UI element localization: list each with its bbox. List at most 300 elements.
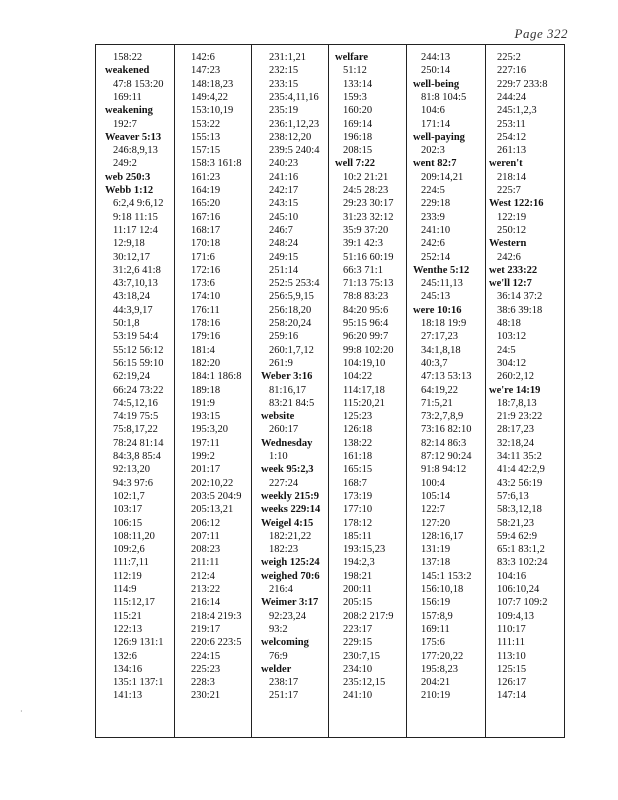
index-headword: Wenthe 5:12	[413, 264, 470, 276]
index-reference: 153:10,19	[191, 105, 234, 117]
index-reference: 53:19 54:4	[113, 331, 159, 343]
index-reference: 216:4	[269, 584, 293, 595]
index-reference: 96:20 99:7	[343, 331, 389, 343]
index-reference: 210:19	[421, 690, 451, 702]
index-reference: 133:14	[343, 78, 373, 90]
index-reference: 64:19,22	[421, 384, 459, 396]
index-reference: 30:12,17	[113, 251, 151, 263]
index-reference: 111:11	[497, 637, 525, 649]
index-reference: 100:4	[421, 477, 445, 489]
index-reference: 191:9	[191, 397, 215, 409]
index-headword: Weimer 3:17	[261, 597, 319, 609]
index-reference: 169:14	[343, 118, 373, 130]
index-headword: wet 233:22	[489, 264, 538, 276]
index-reference: 34:11 35:2	[497, 451, 542, 462]
index-reference: 244:24	[497, 91, 527, 103]
index-reference: 28:17,23	[497, 424, 535, 436]
index-reference: 175:6	[421, 637, 445, 649]
index-reference: 199:2	[191, 451, 215, 462]
index-reference: 203:5 204:9	[191, 490, 242, 502]
index-reference: 122:7	[421, 504, 445, 516]
index-reference: 6:2,4 9:6,12	[113, 198, 164, 210]
index-reference: 161:23	[191, 171, 221, 183]
index-reference: 229:18	[421, 198, 451, 210]
index-reference: 216:14	[191, 597, 221, 609]
index-reference: 74:5,12,16	[113, 397, 158, 409]
index-reference: 71:5,21	[421, 397, 453, 409]
index-reference: 229:15	[343, 637, 373, 649]
index-reference: 126:18	[343, 424, 373, 436]
index-reference: 51:12	[343, 65, 367, 77]
index-reference: 182:21,22	[269, 530, 312, 542]
index-reference: 251:17	[269, 690, 299, 702]
index-reference: 51:16 60:19	[343, 251, 394, 263]
index-reference: 103:17	[113, 504, 143, 516]
index-reference: 202:10,22	[191, 477, 234, 489]
index-reference: 83:21 84:5	[269, 397, 315, 409]
index-reference: 202:3	[421, 145, 445, 157]
index-reference: 94:3 97:6	[113, 477, 153, 489]
index-reference: 229:7 233:8	[497, 78, 548, 90]
column-divider	[328, 45, 329, 737]
index-reference: 111:7,11	[113, 557, 149, 569]
index-reference: 230:21	[191, 690, 221, 702]
index-reference: 241:16	[269, 171, 299, 183]
index-reference: 99:8 102:20	[343, 344, 394, 356]
index-reference: 41:4 42:2,9	[497, 464, 545, 476]
index-reference: 245:11,13	[421, 278, 463, 290]
index-reference: 138:22	[343, 437, 373, 449]
index-headword: we'll 12:7	[489, 278, 532, 290]
word-index-table	[95, 44, 565, 738]
index-reference: 81:8 104:5	[421, 91, 467, 103]
index-reference: 11:17 12:4	[113, 224, 158, 236]
index-reference: 184:1 186:8	[191, 371, 242, 383]
index-reference: 213:22	[191, 584, 221, 595]
index-reference: 122:19	[497, 211, 527, 223]
index-reference: 259:16	[269, 331, 299, 343]
index-reference: 256:18,20	[269, 304, 312, 316]
index-reference: 198:21	[343, 570, 373, 582]
index-reference: 245:1,2,3	[497, 105, 537, 117]
index-reference: 9:18 11:15	[113, 211, 158, 223]
index-reference: 10:2 21:21	[343, 171, 389, 183]
index-reference: 44:3,9,17	[113, 304, 153, 316]
index-reference: 193:15	[191, 411, 221, 423]
index-reference: 220:6 223:5	[191, 637, 242, 649]
index-reference: 126:9 131:1	[113, 637, 164, 649]
index-reference: 218:4 219:3	[191, 610, 242, 622]
index-reference: 208:23	[191, 544, 221, 556]
index-reference: 250:14	[421, 65, 451, 77]
index-reference: 256:5,9,15	[269, 291, 314, 303]
index-reference: 73:16 82:10	[421, 424, 472, 436]
index-reference: 176:11	[191, 304, 220, 316]
index-reference: 174:10	[191, 291, 221, 303]
index-reference: 242:6	[497, 251, 521, 263]
index-reference: 205:15	[343, 597, 373, 609]
index-reference: 224:5	[421, 185, 445, 196]
index-reference: 125:15	[497, 663, 527, 675]
index-reference: 47:8 153:20	[113, 78, 164, 90]
index-reference: 12:9,18	[113, 238, 145, 250]
index-reference: 127:20	[421, 517, 451, 529]
index-reference: 104:19,10	[343, 357, 386, 369]
index-reference: 182:23	[269, 544, 299, 556]
index-reference: 21:9 23:22	[497, 411, 543, 423]
index-reference: 155:13	[191, 131, 221, 143]
index-headword: well 7:22	[335, 158, 375, 170]
index-reference: 1:10	[269, 451, 288, 462]
index-reference: 252:14	[421, 251, 451, 263]
index-reference: 43:7,10,13	[113, 278, 158, 290]
index-reference: 233:15	[269, 78, 299, 90]
index-reference: 66:3 71:1	[343, 264, 383, 276]
index-reference: 238:17	[269, 677, 299, 689]
index-reference: 169:11	[113, 91, 142, 103]
index-reference: 134:16	[113, 663, 143, 675]
index-reference: 232:15	[269, 65, 299, 77]
index-reference: 24:5 28:23	[343, 185, 389, 196]
index-reference: 177:10	[343, 504, 373, 516]
index-reference: 185:11	[343, 530, 372, 542]
index-headword: weakening	[105, 105, 153, 117]
index-reference: 240:23	[269, 158, 299, 170]
index-reference: 171:6	[191, 251, 215, 263]
index-reference: 182:20	[191, 357, 221, 369]
index-reference: 197:11	[191, 437, 220, 449]
index-reference: 211:11	[191, 557, 220, 569]
column-divider	[174, 45, 175, 737]
index-reference: 239:5 240:4	[269, 145, 320, 157]
index-reference: 168:7	[343, 477, 367, 489]
index-reference: 40:3,7	[421, 357, 448, 369]
index-reference: 115:20,21	[343, 397, 385, 409]
index-reference: 57:6,13	[497, 490, 529, 502]
index-reference: 243:15	[269, 198, 299, 210]
index-headword: well-being	[413, 78, 460, 90]
index-reference: 178:16	[191, 318, 221, 329]
index-reference: 38:6 39:18	[497, 304, 543, 316]
index-reference: 76:9	[269, 650, 288, 662]
index-reference: 115:21	[113, 610, 142, 622]
index-reference: 249:15	[269, 251, 299, 263]
index-reference: 145:1 153:2	[421, 570, 472, 582]
index-reference: 170:18	[191, 238, 221, 250]
index-headword: week 95:2,3	[261, 464, 314, 476]
index-reference: 235:4,11,16	[269, 91, 319, 103]
column-divider	[406, 45, 407, 737]
index-reference: 106:15	[113, 517, 143, 529]
index-reference: 18:18 19:9	[421, 318, 467, 329]
index-reference: 114:17,18	[343, 384, 385, 396]
index-reference: 169:11	[421, 623, 450, 635]
index-reference: 168:17	[191, 224, 221, 236]
index-reference: 104:22	[343, 371, 373, 383]
index-reference: 83:3 102:24	[497, 557, 548, 569]
index-reference: 84:20 95:6	[343, 304, 389, 316]
index-reference: 125:23	[343, 411, 373, 423]
index-reference: 208:15	[343, 145, 373, 157]
index-reference: 172:16	[191, 264, 221, 276]
index-reference: 75:8,17,22	[113, 424, 158, 436]
index-reference: 251:14	[269, 264, 299, 276]
index-reference: 107:7 109:2	[497, 597, 548, 609]
index-reference: 241:10	[343, 690, 373, 702]
index-headword: weakened	[105, 65, 150, 77]
index-reference: 95:15 96:4	[343, 318, 389, 329]
index-reference: 148:18,23	[191, 78, 234, 90]
index-reference: 234:10	[343, 663, 373, 675]
index-reference: 156:10,18	[421, 584, 464, 595]
index-reference: 158:22	[113, 52, 143, 63]
index-reference: 260:1,7,12	[269, 344, 314, 356]
index-reference: 87:12 90:24	[421, 451, 472, 462]
index-reference: 207:11	[191, 530, 220, 542]
index-reference: 110:17	[497, 623, 526, 635]
index-reference: 194:2,3	[343, 557, 375, 569]
index-reference: 55:12 56:12	[113, 344, 164, 356]
index-reference: 192:7	[113, 118, 137, 130]
index-reference: 71:13 75:13	[343, 278, 394, 290]
index-reference: 39:1 42:3	[343, 238, 383, 250]
index-reference: 206:12	[191, 517, 221, 529]
index-reference: 196:18	[343, 131, 373, 143]
index-reference: 104:16	[497, 570, 527, 582]
index-reference: 167:16	[191, 211, 221, 223]
index-reference: 235:12,15	[343, 677, 386, 689]
index-reference: 177:20,22	[421, 650, 464, 662]
index-headword: welcoming	[261, 637, 309, 649]
index-reference: 113:10	[497, 650, 526, 662]
index-reference: 173:19	[343, 490, 373, 502]
index-reference: 164:19	[191, 185, 221, 196]
index-reference: 114:9	[113, 584, 137, 595]
index-reference: 246:7	[269, 224, 293, 236]
index-reference: 92:13,20	[113, 464, 151, 476]
margin-mark: ·	[20, 707, 23, 716]
index-reference: 157:8,9	[421, 610, 453, 622]
index-reference: 78:24 81:14	[113, 437, 164, 449]
index-reference: 193:15,23	[343, 544, 386, 556]
index-reference: 195:8,23	[421, 663, 459, 675]
index-reference: 200:11	[343, 584, 372, 595]
index-reference: 189:18	[191, 384, 221, 396]
index-reference: 204:21	[421, 677, 451, 689]
index-headword: went 82:7	[413, 158, 457, 170]
index-reference: 141:13	[113, 690, 143, 702]
index-reference: 252:5 253:4	[269, 278, 320, 290]
index-reference: 73:2,7,8,9	[421, 411, 464, 423]
index-reference: 235:19	[269, 105, 299, 117]
index-reference: 173:6	[191, 278, 215, 290]
index-reference: 209:14,21	[421, 171, 464, 183]
index-reference: 161:18	[343, 451, 373, 462]
index-reference: 225:2	[497, 52, 521, 63]
index-reference: 102:1,7	[113, 490, 145, 502]
index-reference: 84:3,8 85:4	[113, 451, 161, 462]
index-headword: Weaver 5:13	[105, 131, 162, 143]
index-reference: 157:15	[191, 145, 221, 157]
index-headword: weekly 215:9	[261, 490, 320, 502]
index-reference: 258:20,24	[269, 318, 312, 329]
index-reference: 104:6	[421, 105, 445, 117]
index-reference: 242:6	[421, 238, 445, 250]
index-headword: Weber 3:16	[261, 371, 313, 383]
index-headword: weren't	[489, 158, 523, 170]
index-reference: 66:24 73:22	[113, 384, 164, 396]
index-reference: 223:17	[343, 623, 373, 635]
index-reference: 137:18	[421, 557, 451, 569]
index-reference: 35:9 37:20	[343, 224, 389, 236]
index-reference: 29:23 30:17	[343, 198, 394, 210]
index-reference: 47:13 53:13	[421, 371, 472, 383]
index-reference: 78:8 83:23	[343, 291, 389, 303]
index-reference: 260:17	[269, 424, 299, 436]
index-reference: 224:15	[191, 650, 221, 662]
index-reference: 205:13,21	[191, 504, 234, 516]
index-reference: 56:15 59:10	[113, 357, 164, 369]
column-divider	[485, 45, 486, 737]
index-reference: 208:2 217:9	[343, 610, 394, 622]
index-reference: 261:13	[497, 145, 527, 157]
index-headword: weigh 125:24	[261, 557, 320, 569]
index-reference: 147:23	[191, 65, 221, 77]
index-reference: 246:8,9,13	[113, 145, 158, 157]
column-divider	[251, 45, 252, 737]
index-reference: 236:1,12,23	[269, 118, 320, 130]
index-reference: 178:12	[343, 517, 373, 529]
index-reference: 115:12,17	[113, 597, 155, 609]
index-reference: 245:13	[421, 291, 451, 303]
index-reference: 171:14	[421, 118, 451, 130]
index-reference: 91:8 94:12	[421, 464, 467, 476]
index-reference: 261:9	[269, 357, 293, 369]
index-reference: 81:16,17	[269, 384, 307, 396]
index-reference: 82:14 86:3	[421, 437, 467, 449]
index-reference: 147:14	[497, 690, 527, 702]
index-reference: 181:4	[191, 344, 215, 356]
index-reference: 58:3,12,18	[497, 504, 542, 516]
index-headword: Western	[489, 238, 527, 250]
index-reference: 135:1 137:1	[113, 677, 164, 689]
index-reference: 218:14	[497, 171, 527, 183]
index-reference: 158:3 161:8	[191, 158, 242, 170]
index-reference: 165:15	[343, 464, 373, 476]
index-reference: 92:23,24	[269, 610, 307, 622]
index-reference: 225:23	[191, 663, 221, 675]
index-reference: 24:5	[497, 344, 516, 356]
index-reference: 165:20	[191, 198, 221, 210]
index-reference: 32:18,24	[497, 437, 535, 449]
index-reference: 132:6	[113, 650, 137, 662]
index-headword: website	[261, 411, 295, 423]
index-reference: 108:11,20	[113, 530, 155, 542]
index-reference: 195:3,20	[191, 424, 229, 436]
index-reference: 109:4,13	[497, 610, 535, 622]
index-headword: welder	[261, 663, 292, 675]
index-reference: 159:3	[343, 91, 367, 103]
index-reference: 233:9	[421, 211, 445, 223]
index-headword: web 250:3	[105, 171, 151, 183]
index-reference: 156:19	[421, 597, 451, 609]
index-reference: 179:16	[191, 331, 221, 343]
index-reference: 227:24	[269, 477, 299, 489]
index-reference: 149:4,22	[191, 91, 229, 103]
index-reference: 131:19	[421, 544, 451, 556]
index-reference: 126:17	[497, 677, 527, 689]
index-reference: 231:1,21	[269, 52, 307, 63]
index-reference: 245:10	[269, 211, 299, 223]
index-reference: 103:12	[497, 331, 527, 343]
index-reference: 65:1 83:1,2	[497, 544, 545, 556]
index-reference: 201:17	[191, 464, 221, 476]
index-reference: 160:20	[343, 105, 373, 117]
index-reference: 31:2,6 41:8	[113, 264, 161, 276]
index-headword: West 122:16	[489, 198, 544, 210]
index-reference: 106:10,24	[497, 584, 540, 595]
index-reference: 27:17,23	[421, 331, 459, 343]
index-reference: 31:23 32:12	[343, 211, 394, 223]
index-headword: well-paying	[413, 131, 465, 143]
page-number: Page 322	[514, 26, 568, 41]
index-reference: 230:7,15	[343, 650, 381, 662]
index-reference: 50:1,8	[113, 318, 140, 329]
index-reference: 48:18	[497, 318, 521, 329]
index-reference: 249:2	[113, 158, 137, 170]
index-reference: 304:12	[497, 357, 527, 369]
index-reference: 36:14 37:2	[497, 291, 543, 303]
index-headword: welfare	[335, 52, 369, 63]
index-reference: 254:12	[497, 131, 527, 143]
index-reference: 62:19,24	[113, 371, 151, 383]
index-reference: 244:13	[421, 52, 451, 63]
index-reference: 128:16,17	[421, 530, 464, 542]
index-reference: 260:2,12	[497, 371, 535, 383]
index-reference: 43:18,24	[113, 291, 151, 303]
index-headword: weeks 229:14	[261, 504, 321, 516]
index-reference: 93:2	[269, 623, 288, 635]
index-reference: 58:21,23	[497, 517, 535, 529]
index-reference: 228:3	[191, 677, 215, 689]
index-reference: 219:17	[191, 623, 221, 635]
index-headword: Webb 1:12	[105, 185, 154, 196]
index-reference: 225:7	[497, 185, 521, 196]
index-reference: 18:7,8,13	[497, 397, 537, 409]
index-headword: were 10:16	[413, 304, 462, 316]
index-reference: 74:19 75:5	[113, 411, 159, 423]
index-reference: 248:24	[269, 238, 299, 250]
index-reference: 253:11	[497, 118, 526, 130]
index-headword: we're 14:19	[489, 384, 541, 396]
index-reference: 242:17	[269, 185, 299, 196]
index-reference: 122:13	[113, 623, 143, 635]
index-reference: 109:2,6	[113, 544, 145, 556]
index-reference: 43:2 56:19	[497, 477, 543, 489]
index-reference: 250:12	[497, 224, 527, 236]
index-headword: Wednesday	[261, 437, 313, 449]
index-reference: 34:1,8,18	[421, 344, 461, 356]
index-reference: 227:16	[497, 65, 527, 77]
index-reference: 241:10	[421, 224, 451, 236]
index-reference: 153:22	[191, 118, 221, 130]
index-reference: 59:4 62:9	[497, 530, 537, 542]
index-reference: 142:6	[191, 52, 215, 63]
index-headword: weighed 70:6	[261, 570, 320, 582]
index-reference: 212:4	[191, 570, 215, 582]
index-reference: 112:19	[113, 570, 142, 582]
index-reference: 105:14	[421, 490, 451, 502]
